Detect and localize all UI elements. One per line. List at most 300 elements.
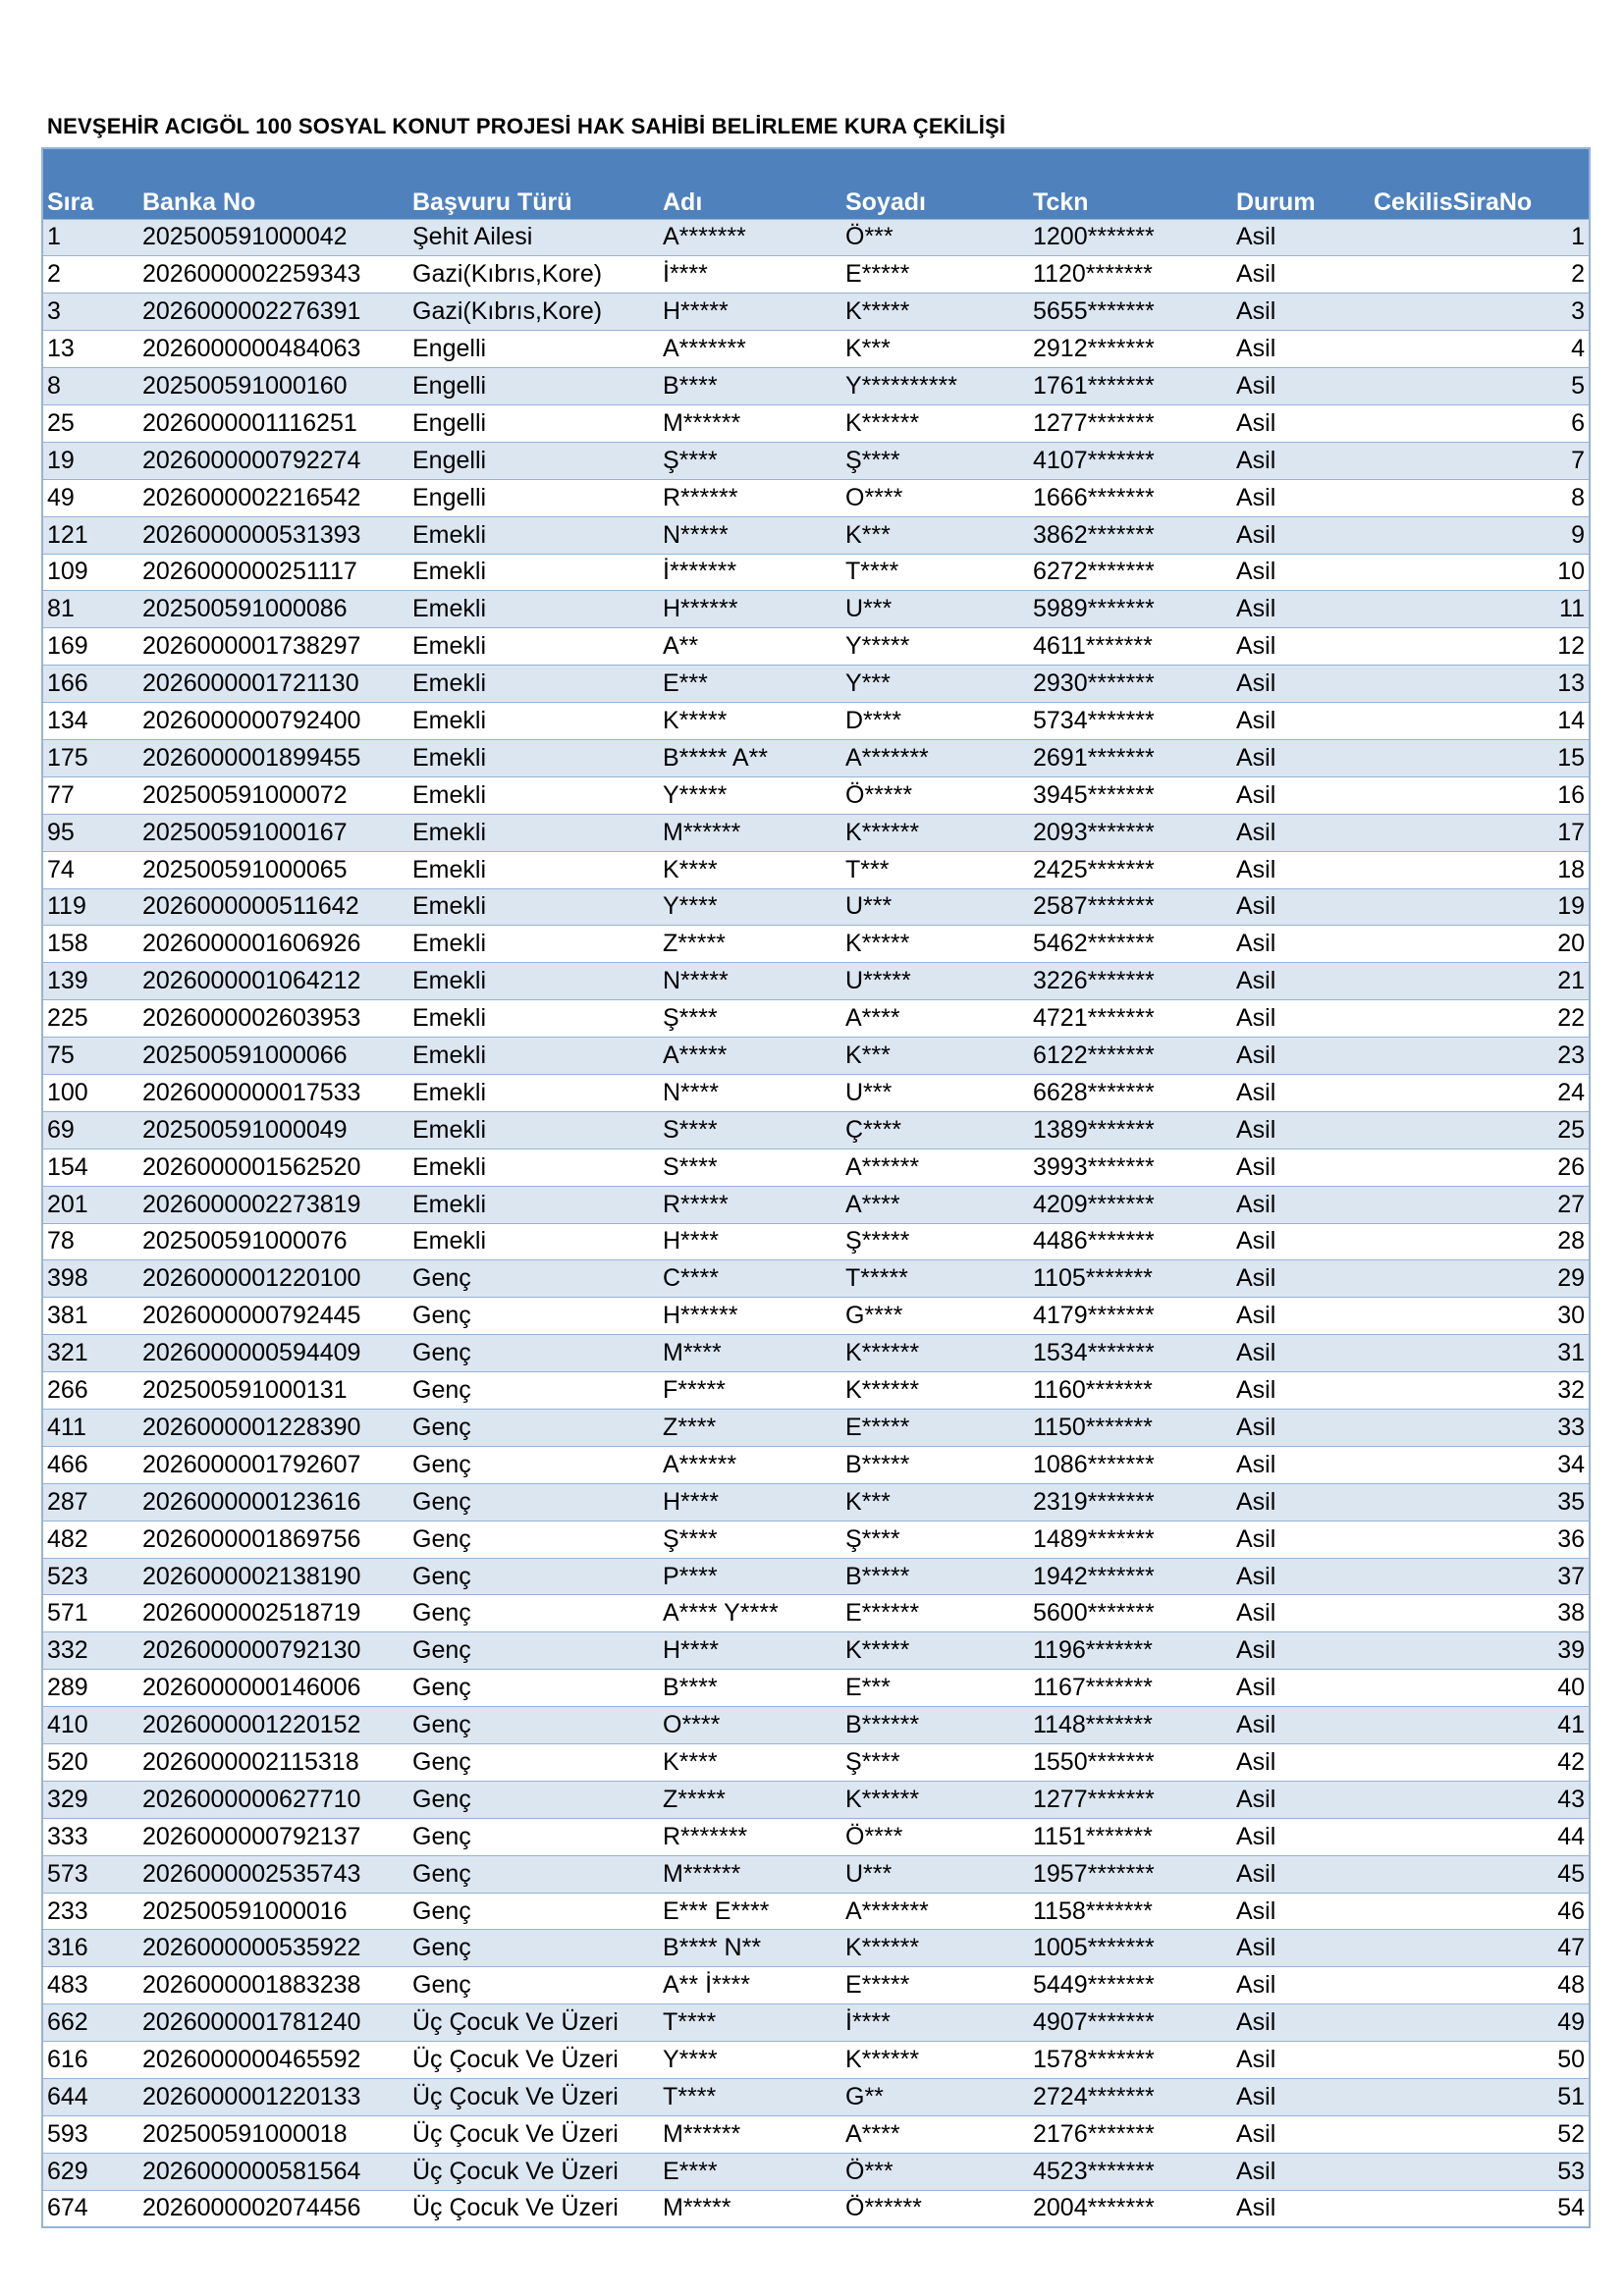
- cell-soyadi: T*****: [841, 1260, 1029, 1298]
- cell-banka-no: 202500591000016: [138, 1893, 408, 1930]
- cell-adi: Y*****: [659, 776, 841, 814]
- cell-basvuru-turu: Üç Çocuk Ve Üzeri: [408, 2190, 659, 2227]
- cell-banka-no: 2026000001899455: [138, 739, 408, 776]
- cell-cekilis-sira-no: 6: [1370, 404, 1590, 442]
- table-row: [42, 479, 1590, 516]
- cell-adi: Z*****: [659, 926, 841, 963]
- cell-soyadi: Ö***: [841, 219, 1029, 256]
- cell-cekilis-sira-no: 44: [1370, 1818, 1590, 1855]
- cell-basvuru-turu: Emekli: [408, 1038, 659, 1075]
- cell-durum: Asil: [1232, 1148, 1370, 1186]
- table-row: [42, 591, 1590, 628]
- table-row: [42, 1744, 1590, 1782]
- cell-tckn: 3862*******: [1029, 516, 1232, 554]
- cell-tckn: 4179*******: [1029, 1298, 1232, 1335]
- cell-banka-no: 2026000001869756: [138, 1521, 408, 1558]
- table-row: [42, 1855, 1590, 1893]
- cell-sira: 289: [42, 1670, 138, 1707]
- table-row: [42, 1707, 1590, 1744]
- cell-banka-no: 2026000000792130: [138, 1632, 408, 1670]
- cell-cekilis-sira-no: 26: [1370, 1148, 1590, 1186]
- cell-durum: Asil: [1232, 1074, 1370, 1111]
- cell-soyadi: K***: [841, 1038, 1029, 1075]
- cell-adi: K*****: [659, 703, 841, 740]
- cell-tckn: 1578*******: [1029, 2042, 1232, 2079]
- cell-cekilis-sira-no: 3: [1370, 294, 1590, 331]
- cell-banka-no: 202500591000076: [138, 1223, 408, 1260]
- cell-adi: P****: [659, 1558, 841, 1595]
- cell-sira: 166: [42, 666, 138, 703]
- cell-durum: Asil: [1232, 1632, 1370, 1670]
- cell-tckn: 4523*******: [1029, 2153, 1232, 2190]
- cell-durum: Asil: [1232, 331, 1370, 368]
- table-row: [42, 256, 1590, 294]
- cell-soyadi: B*****: [841, 1446, 1029, 1483]
- cell-durum: Asil: [1232, 851, 1370, 888]
- cell-sira: 201: [42, 1186, 138, 1223]
- table-row: [42, 2115, 1590, 2153]
- cell-tckn: 1158*******: [1029, 1893, 1232, 1930]
- cell-soyadi: Ş*****: [841, 1223, 1029, 1260]
- cell-soyadi: K******: [841, 814, 1029, 851]
- cell-sira: 329: [42, 1781, 138, 1818]
- cell-cekilis-sira-no: 30: [1370, 1298, 1590, 1335]
- cell-durum: Asil: [1232, 703, 1370, 740]
- cell-banka-no: 202500591000042: [138, 219, 408, 256]
- cell-tckn: 5989*******: [1029, 591, 1232, 628]
- cell-basvuru-turu: Emekli: [408, 591, 659, 628]
- cell-adi: Y****: [659, 2042, 841, 2079]
- cell-durum: Asil: [1232, 554, 1370, 591]
- cell-adi: H*****: [659, 294, 841, 331]
- cell-durum: Asil: [1232, 1298, 1370, 1335]
- cell-soyadi: İ****: [841, 2004, 1029, 2042]
- table-row: [42, 628, 1590, 666]
- cell-cekilis-sira-no: 17: [1370, 814, 1590, 851]
- cell-adi: B****: [659, 1670, 841, 1707]
- cell-tckn: 6122*******: [1029, 1038, 1232, 1075]
- cell-durum: Asil: [1232, 1410, 1370, 1447]
- cell-durum: Asil: [1232, 368, 1370, 405]
- cell-soyadi: D****: [841, 703, 1029, 740]
- cell-sira: 411: [42, 1410, 138, 1447]
- cell-sira: 1: [42, 219, 138, 256]
- table-row: [42, 1483, 1590, 1521]
- cell-cekilis-sira-no: 1: [1370, 219, 1590, 256]
- table-row: [42, 1148, 1590, 1186]
- cell-basvuru-turu: Emekli: [408, 1186, 659, 1223]
- cell-cekilis-sira-no: 34: [1370, 1446, 1590, 1483]
- cell-adi: A*******: [659, 331, 841, 368]
- cell-banka-no: 2026000000535922: [138, 1930, 408, 1967]
- cell-soyadi: U***: [841, 1855, 1029, 1893]
- cell-adi: M******: [659, 2115, 841, 2153]
- cell-tckn: 4107*******: [1029, 442, 1232, 479]
- cell-sira: 175: [42, 739, 138, 776]
- table-row: [42, 1781, 1590, 1818]
- table-header-row: [42, 148, 1590, 219]
- table-row: [42, 1074, 1590, 1111]
- cell-cekilis-sira-no: 10: [1370, 554, 1590, 591]
- cell-cekilis-sira-no: 7: [1370, 442, 1590, 479]
- cell-banka-no: 2026000002276391: [138, 294, 408, 331]
- cell-sira: 333: [42, 1818, 138, 1855]
- cell-durum: Asil: [1232, 963, 1370, 1000]
- cell-cekilis-sira-no: 23: [1370, 1038, 1590, 1075]
- cell-durum: Asil: [1232, 591, 1370, 628]
- cell-durum: Asil: [1232, 2004, 1370, 2042]
- cell-tckn: 1167*******: [1029, 1670, 1232, 1707]
- cell-cekilis-sira-no: 2: [1370, 256, 1590, 294]
- table-row: [42, 666, 1590, 703]
- cell-banka-no: 2026000000484063: [138, 331, 408, 368]
- table-row: [42, 1595, 1590, 1632]
- cell-basvuru-turu: Emekli: [408, 1074, 659, 1111]
- cell-tckn: 5462*******: [1029, 926, 1232, 963]
- cell-basvuru-turu: Emekli: [408, 814, 659, 851]
- cell-durum: Asil: [1232, 219, 1370, 256]
- cell-durum: Asil: [1232, 776, 1370, 814]
- cell-tckn: 4907*******: [1029, 2004, 1232, 2042]
- table-row: [42, 516, 1590, 554]
- table-row: [42, 1558, 1590, 1595]
- cell-tckn: 4209*******: [1029, 1186, 1232, 1223]
- table-row: [42, 1893, 1590, 1930]
- table-row: [42, 1260, 1590, 1298]
- cell-banka-no: 2026000000017533: [138, 1074, 408, 1111]
- cell-basvuru-turu: Genç: [408, 1930, 659, 1967]
- cell-basvuru-turu: Genç: [408, 1298, 659, 1335]
- cell-tckn: 3945*******: [1029, 776, 1232, 814]
- cell-soyadi: Y**********: [841, 368, 1029, 405]
- cell-cekilis-sira-no: 32: [1370, 1372, 1590, 1410]
- table-row: [42, 1000, 1590, 1038]
- cell-tckn: 2930*******: [1029, 666, 1232, 703]
- cell-adi: E***: [659, 666, 841, 703]
- cell-banka-no: 2026000002138190: [138, 1558, 408, 1595]
- cell-tckn: 2691*******: [1029, 739, 1232, 776]
- cell-cekilis-sira-no: 46: [1370, 1893, 1590, 1930]
- column-header-basvuru-turu: Başvuru Türü: [412, 187, 572, 216]
- cell-durum: Asil: [1232, 628, 1370, 666]
- cell-sira: 266: [42, 1372, 138, 1410]
- cell-banka-no: 202500591000160: [138, 368, 408, 405]
- cell-tckn: 5734*******: [1029, 703, 1232, 740]
- cell-tckn: 1105*******: [1029, 1260, 1232, 1298]
- cell-sira: 139: [42, 963, 138, 1000]
- cell-soyadi: E*****: [841, 1967, 1029, 2004]
- cell-soyadi: U***: [841, 888, 1029, 926]
- cell-basvuru-turu: Engelli: [408, 331, 659, 368]
- table-row: [42, 851, 1590, 888]
- cell-cekilis-sira-no: 36: [1370, 1521, 1590, 1558]
- cell-cekilis-sira-no: 18: [1370, 851, 1590, 888]
- cell-tckn: 1120*******: [1029, 256, 1232, 294]
- cell-cekilis-sira-no: 51: [1370, 2079, 1590, 2116]
- cell-durum: Asil: [1232, 1483, 1370, 1521]
- cell-durum: Asil: [1232, 1781, 1370, 1818]
- cell-banka-no: 202500591000066: [138, 1038, 408, 1075]
- cell-adi: H****: [659, 1632, 841, 1670]
- cell-soyadi: T***: [841, 851, 1029, 888]
- cell-soyadi: Ö****: [841, 1818, 1029, 1855]
- cell-durum: Asil: [1232, 1521, 1370, 1558]
- cell-tckn: 1550*******: [1029, 1744, 1232, 1782]
- cell-basvuru-turu: Genç: [408, 1707, 659, 1744]
- cell-soyadi: K***: [841, 1483, 1029, 1521]
- cell-cekilis-sira-no: 22: [1370, 1000, 1590, 1038]
- table-row: [42, 926, 1590, 963]
- cell-basvuru-turu: Genç: [408, 1410, 659, 1447]
- cell-durum: Asil: [1232, 404, 1370, 442]
- cell-durum: Asil: [1232, 888, 1370, 926]
- cell-cekilis-sira-no: 35: [1370, 1483, 1590, 1521]
- cell-basvuru-turu: Şehit Ailesi: [408, 219, 659, 256]
- cell-adi: O****: [659, 1707, 841, 1744]
- cell-banka-no: 2026000000511642: [138, 888, 408, 926]
- cell-adi: H******: [659, 591, 841, 628]
- cell-adi: M******: [659, 1855, 841, 1893]
- cell-cekilis-sira-no: 8: [1370, 479, 1590, 516]
- cell-banka-no: 2026000001883238: [138, 1967, 408, 2004]
- cell-cekilis-sira-no: 54: [1370, 2190, 1590, 2227]
- cell-banka-no: 202500591000049: [138, 1111, 408, 1148]
- cell-sira: 287: [42, 1483, 138, 1521]
- cell-durum: Asil: [1232, 1558, 1370, 1595]
- cell-soyadi: K*****: [841, 926, 1029, 963]
- table-row: [42, 739, 1590, 776]
- cell-banka-no: 2026000001781240: [138, 2004, 408, 2042]
- cell-adi: A******: [659, 1446, 841, 1483]
- cell-tckn: 2425*******: [1029, 851, 1232, 888]
- cell-basvuru-turu: Engelli: [408, 404, 659, 442]
- cell-adi: A*******: [659, 219, 841, 256]
- cell-durum: Asil: [1232, 666, 1370, 703]
- cell-durum: Asil: [1232, 1595, 1370, 1632]
- cell-sira: 225: [42, 1000, 138, 1038]
- cell-tckn: 6272*******: [1029, 554, 1232, 591]
- cell-sira: 78: [42, 1223, 138, 1260]
- column-header-cekilis-sira-no: CekilisSiraNo: [1374, 187, 1533, 216]
- cell-adi: N*****: [659, 516, 841, 554]
- cell-banka-no: 2026000002273819: [138, 1186, 408, 1223]
- cell-sira: 233: [42, 1893, 138, 1930]
- table-row: [42, 1670, 1590, 1707]
- table-row: [42, 294, 1590, 331]
- document-title: NEVŞEHİR ACIGÖL 100 SOSYAL KONUT PROJESİ HAK SAHİBİ BELİRLEME KURA ÇEKİLİŞİ: [47, 114, 1006, 138]
- cell-soyadi: Y*****: [841, 628, 1029, 666]
- cell-sira: 81: [42, 591, 138, 628]
- table-row: [42, 1521, 1590, 1558]
- cell-soyadi: A****: [841, 1000, 1029, 1038]
- cell-durum: Asil: [1232, 1111, 1370, 1148]
- cell-adi: A**: [659, 628, 841, 666]
- cell-tckn: 5449*******: [1029, 1967, 1232, 2004]
- cell-adi: Ş****: [659, 1000, 841, 1038]
- cell-sira: 523: [42, 1558, 138, 1595]
- cell-adi: Ş****: [659, 1521, 841, 1558]
- table-row: [42, 814, 1590, 851]
- cell-adi: S****: [659, 1148, 841, 1186]
- cell-banka-no: 2026000001116251: [138, 404, 408, 442]
- cell-basvuru-turu: Genç: [408, 1632, 659, 1670]
- cell-soyadi: U*****: [841, 963, 1029, 1000]
- cell-adi: R******: [659, 479, 841, 516]
- cell-durum: Asil: [1232, 2079, 1370, 2116]
- cell-durum: Asil: [1232, 1260, 1370, 1298]
- table-row: [42, 1632, 1590, 1670]
- cell-durum: Asil: [1232, 1744, 1370, 1782]
- cell-sira: 644: [42, 2079, 138, 2116]
- cell-cekilis-sira-no: 28: [1370, 1223, 1590, 1260]
- cell-sira: 119: [42, 888, 138, 926]
- cell-basvuru-turu: Engelli: [408, 479, 659, 516]
- cell-adi: Ş****: [659, 442, 841, 479]
- cell-basvuru-turu: Üç Çocuk Ve Üzeri: [408, 2042, 659, 2079]
- cell-cekilis-sira-no: 50: [1370, 2042, 1590, 2079]
- cell-soyadi: K***: [841, 516, 1029, 554]
- cell-tckn: 1666*******: [1029, 479, 1232, 516]
- cell-banka-no: 2026000002518719: [138, 1595, 408, 1632]
- cell-banka-no: 2026000002074456: [138, 2190, 408, 2227]
- cell-banka-no: 2026000001220133: [138, 2079, 408, 2116]
- cell-sira: 158: [42, 926, 138, 963]
- cell-adi: F*****: [659, 1372, 841, 1410]
- cell-soyadi: Ö***: [841, 2153, 1029, 2190]
- cell-cekilis-sira-no: 13: [1370, 666, 1590, 703]
- cell-tckn: 1534*******: [1029, 1335, 1232, 1372]
- cell-sira: 629: [42, 2153, 138, 2190]
- table-row: [42, 1446, 1590, 1483]
- cell-cekilis-sira-no: 11: [1370, 591, 1590, 628]
- table-row: [42, 331, 1590, 368]
- cell-tckn: 1200*******: [1029, 219, 1232, 256]
- cell-durum: Asil: [1232, 1818, 1370, 1855]
- table-row: [42, 1818, 1590, 1855]
- cell-soyadi: Ö******: [841, 2190, 1029, 2227]
- cell-cekilis-sira-no: 20: [1370, 926, 1590, 963]
- cell-sira: 616: [42, 2042, 138, 2079]
- cell-soyadi: U***: [841, 1074, 1029, 1111]
- cell-banka-no: 2026000001228390: [138, 1410, 408, 1447]
- cell-banka-no: 2026000001064212: [138, 963, 408, 1000]
- cell-sira: 482: [42, 1521, 138, 1558]
- table-row: [42, 1111, 1590, 1148]
- cell-basvuru-turu: Emekli: [408, 703, 659, 740]
- cell-cekilis-sira-no: 5: [1370, 368, 1590, 405]
- cell-tckn: 2724*******: [1029, 2079, 1232, 2116]
- table-row: [42, 1223, 1590, 1260]
- cell-durum: Asil: [1232, 2042, 1370, 2079]
- column-header-sira: Sıra: [47, 187, 94, 216]
- cell-soyadi: Ö*****: [841, 776, 1029, 814]
- cell-soyadi: B*****: [841, 1558, 1029, 1595]
- cell-banka-no: 2026000001606926: [138, 926, 408, 963]
- cell-soyadi: O****: [841, 479, 1029, 516]
- cell-cekilis-sira-no: 47: [1370, 1930, 1590, 1967]
- cell-basvuru-turu: Üç Çocuk Ve Üzeri: [408, 2153, 659, 2190]
- cell-banka-no: 202500591000018: [138, 2115, 408, 2153]
- cell-banka-no: 202500591000072: [138, 776, 408, 814]
- cell-tckn: 1489*******: [1029, 1521, 1232, 1558]
- cell-cekilis-sira-no: 21: [1370, 963, 1590, 1000]
- cell-durum: Asil: [1232, 1223, 1370, 1260]
- table-row: [42, 2190, 1590, 2227]
- cell-durum: Asil: [1232, 739, 1370, 776]
- cell-banka-no: 2026000000251117: [138, 554, 408, 591]
- cell-basvuru-turu: Genç: [408, 1446, 659, 1483]
- cell-banka-no: 2026000000146006: [138, 1670, 408, 1707]
- cell-cekilis-sira-no: 33: [1370, 1410, 1590, 1447]
- cell-basvuru-turu: Üç Çocuk Ve Üzeri: [408, 2115, 659, 2153]
- table-row: [42, 703, 1590, 740]
- cell-banka-no: 2026000000792137: [138, 1818, 408, 1855]
- cell-banka-no: 2026000000792274: [138, 442, 408, 479]
- cell-banka-no: 2026000000581564: [138, 2153, 408, 2190]
- cell-sira: 100: [42, 1074, 138, 1111]
- cell-durum: Asil: [1232, 516, 1370, 554]
- cell-basvuru-turu: Emekli: [408, 851, 659, 888]
- cell-sira: 77: [42, 776, 138, 814]
- cell-soyadi: K******: [841, 1335, 1029, 1372]
- cell-cekilis-sira-no: 31: [1370, 1335, 1590, 1372]
- cell-sira: 154: [42, 1148, 138, 1186]
- table-row: [42, 1372, 1590, 1410]
- cell-basvuru-turu: Emekli: [408, 1148, 659, 1186]
- cell-adi: K****: [659, 1744, 841, 1782]
- cell-adi: A**** Y****: [659, 1595, 841, 1632]
- cell-basvuru-turu: Üç Çocuk Ve Üzeri: [408, 2004, 659, 2042]
- cell-cekilis-sira-no: 53: [1370, 2153, 1590, 2190]
- cell-basvuru-turu: Genç: [408, 1818, 659, 1855]
- cell-soyadi: K******: [841, 1930, 1029, 1967]
- cell-cekilis-sira-no: 43: [1370, 1781, 1590, 1818]
- cell-cekilis-sira-no: 14: [1370, 703, 1590, 740]
- table-row: [42, 776, 1590, 814]
- table-row: [42, 1335, 1590, 1372]
- cell-cekilis-sira-no: 4: [1370, 331, 1590, 368]
- cell-tckn: 2587*******: [1029, 888, 1232, 926]
- cell-banka-no: 2026000001220152: [138, 1707, 408, 1744]
- cell-tckn: 1086*******: [1029, 1446, 1232, 1483]
- cell-durum: Asil: [1232, 256, 1370, 294]
- cell-soyadi: A*******: [841, 739, 1029, 776]
- lottery-results-table: [41, 147, 1591, 2228]
- cell-durum: Asil: [1232, 2153, 1370, 2190]
- cell-basvuru-turu: Emekli: [408, 1223, 659, 1260]
- cell-sira: 381: [42, 1298, 138, 1335]
- cell-adi: R*****: [659, 1186, 841, 1223]
- cell-sira: 2: [42, 256, 138, 294]
- cell-sira: 75: [42, 1038, 138, 1075]
- table-row: [42, 2042, 1590, 2079]
- cell-soyadi: E*****: [841, 256, 1029, 294]
- cell-sira: 134: [42, 703, 138, 740]
- cell-durum: Asil: [1232, 1446, 1370, 1483]
- cell-tckn: 1761*******: [1029, 368, 1232, 405]
- cell-basvuru-turu: Emekli: [408, 666, 659, 703]
- cell-cekilis-sira-no: 48: [1370, 1967, 1590, 2004]
- cell-sira: 25: [42, 404, 138, 442]
- cell-banka-no: 2026000000792445: [138, 1298, 408, 1335]
- table-row: [42, 219, 1590, 256]
- cell-cekilis-sira-no: 9: [1370, 516, 1590, 554]
- cell-basvuru-turu: Emekli: [408, 1111, 659, 1148]
- cell-sira: 410: [42, 1707, 138, 1744]
- cell-cekilis-sira-no: 16: [1370, 776, 1590, 814]
- cell-adi: T****: [659, 2079, 841, 2116]
- cell-adi: H****: [659, 1223, 841, 1260]
